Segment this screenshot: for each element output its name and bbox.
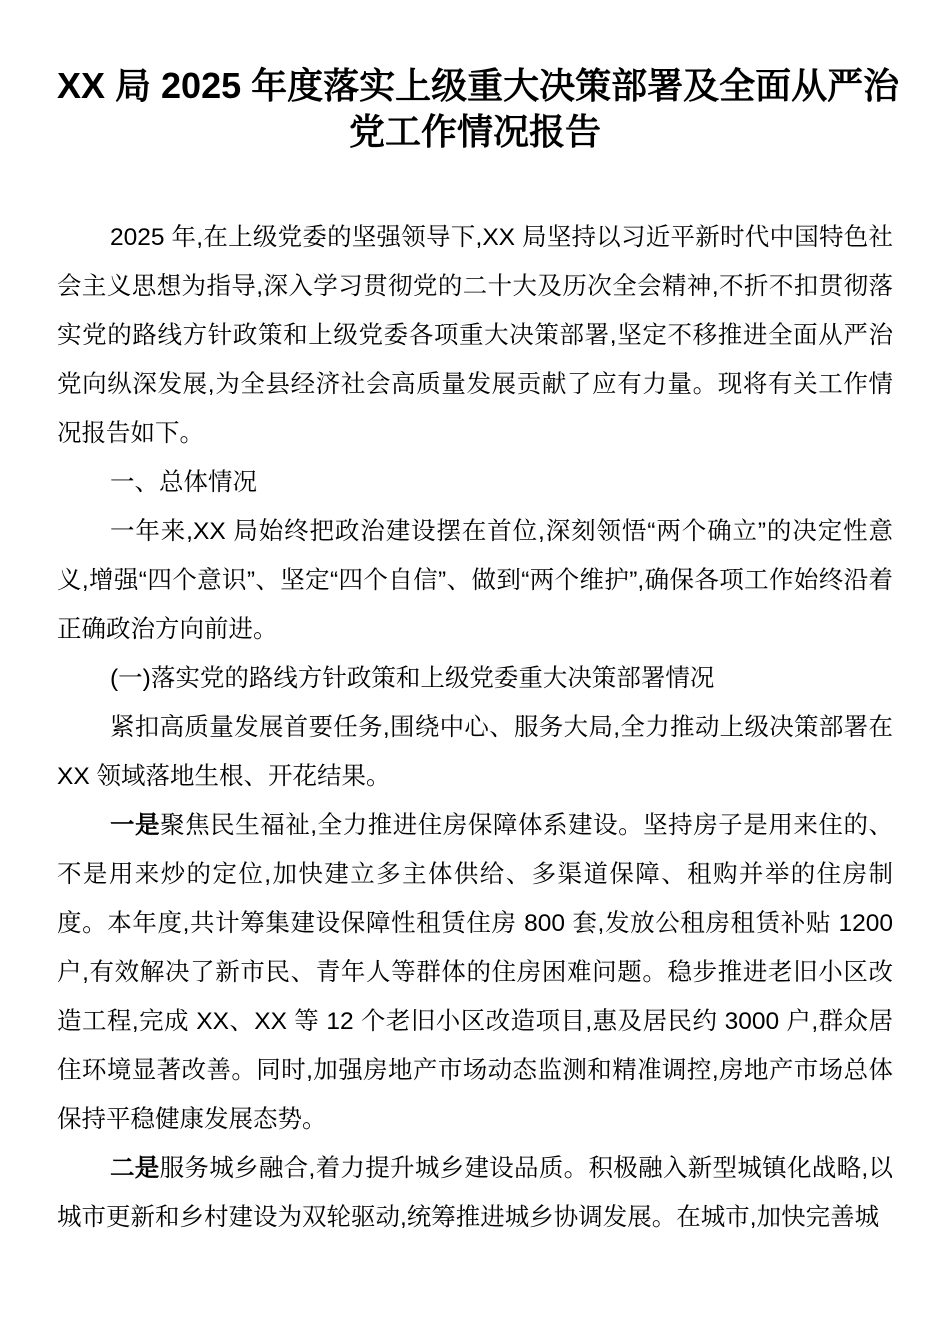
paragraph-overall-overview: 一年来,XX 局始终把政治建设摆在首位,深刻领悟“两个确立”的决定性意义,增强“四个意识”、坚定“四个自信”、做到“两个维护”,确保各项工作始终沿着正确政治方向前进。 — [57, 518, 893, 643]
document-body — [57, 213, 893, 1242]
document-title-line-1: XX 局 2025 年度落实上级重大决策部署及全面从严治 — [57, 65, 900, 106]
paragraph-point-2 — [57, 1144, 893, 1242]
point-1-text: 聚焦民生福祉,全力推进住房保障体系建设。坚持房子是用来住的、不是用来炒的定位,加快建立多主体供给、多渠道保障、租购并举的住房制度。本年度,共计筹集建设保障性租赁住房 800 套,发放公租房租赁补贴 1200 户,有效解决了新市民、青年人等群体的住房困难问题。稳步推进老旧小区改造工程,完成 XX、XX 等 12 个老旧小区改造项目,惠及居民约 3000 户,群众居住环境显著改善。同时,加强房地产市场动态监测和精准调控,房地产市场总体保持平稳健康发展态势。 — [57, 812, 893, 1133]
document-title-line-2: 党工作情况报告 — [348, 111, 601, 152]
point-1-lead: 一是 — [110, 812, 161, 839]
section-heading-overall: 一、总体情况 — [110, 469, 257, 496]
point-2-lead: 二是 — [110, 1155, 160, 1182]
document-title — [57, 63, 900, 155]
subsection-heading-policy-implementation: (一)落实党的路线方针政策和上级党委重大决策部署情况 — [110, 665, 715, 692]
paragraph-policy-intro: 紧扣高质量发展首要任务,围绕中心、服务大局,全力推动上级决策部署在 XX 领域落地生根、开花结果。 — [57, 714, 893, 790]
paragraph-intro: 2025 年,在上级党委的坚强领导下,XX 局坚持以习近平新时代中国特色社会主义思想为指导,深入学习贯彻党的二十大及历次全会精神,不折不扣贯彻落实党的路线方针政策和上级党委各项重大决策部署,坚定不移推进全面从严治党向纵深发展,为全县经济社会高质量发展贡献了应有力量。现将有关工作情况报告如下。 — [57, 224, 893, 447]
point-2-text: 服务城乡融合,着力提升城乡建设品质。积极融入新型城镇化战略,以城市更新和乡村建设为双轮驱动,统筹推进城乡协调发展。在城市,加快完善城 — [57, 1155, 893, 1231]
paragraph-point-1 — [57, 801, 893, 1144]
